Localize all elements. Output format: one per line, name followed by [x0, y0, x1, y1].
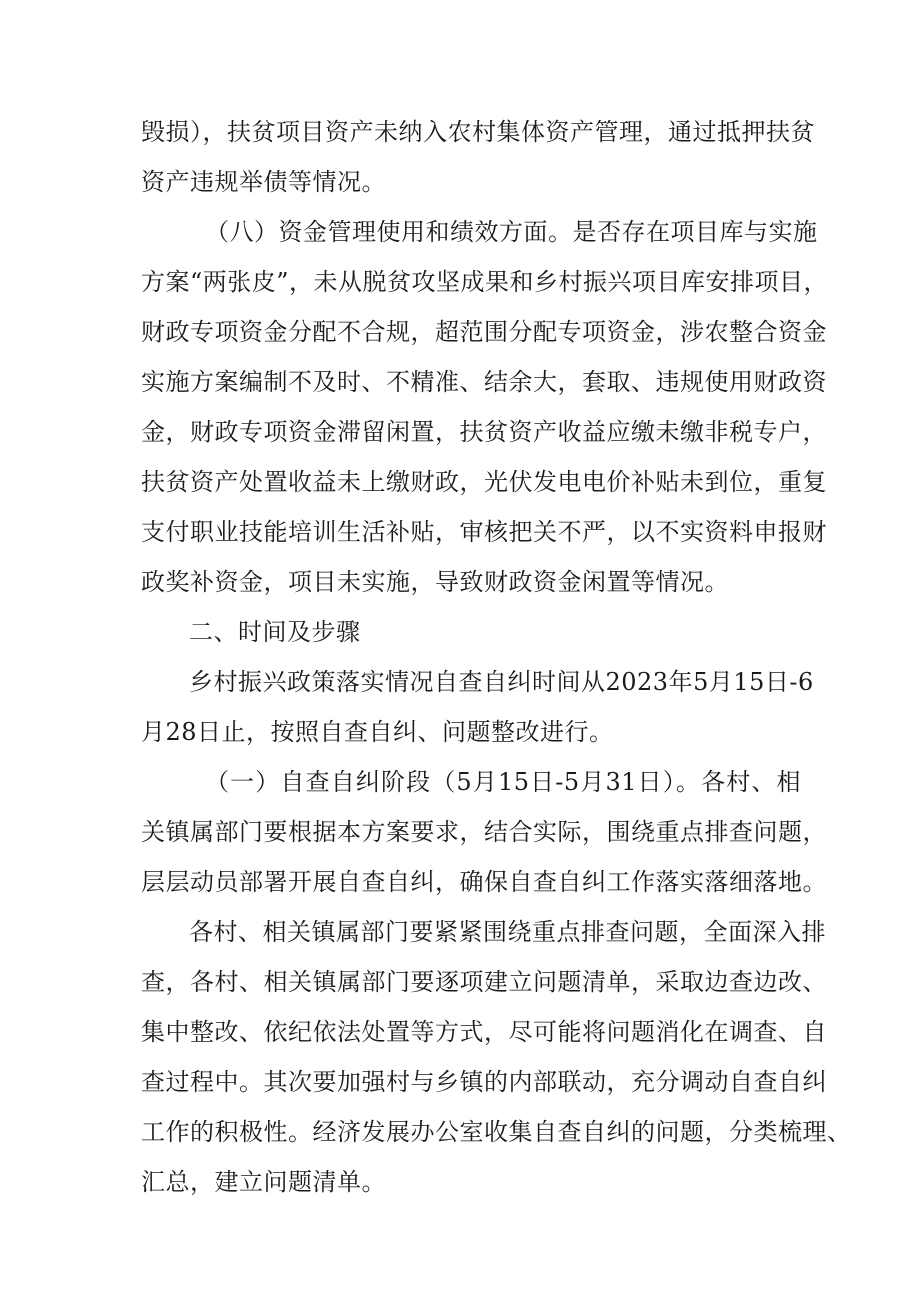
text-line: 实施方案编制不及时、不精准、结余大，套取、违规使用财政资	[141, 368, 827, 396]
text-line: （一）自查自纠阶段（5月15日-5月31日）。各村、相	[205, 768, 801, 796]
text-line: 金，财政专项资金滞留闲置，扶贫资产收益应缴未缴非税专户，	[141, 418, 827, 446]
text-line: 关镇属部门要根据本方案要求，结合实际，围绕重点排查问题，	[141, 818, 827, 846]
text-line: 毁损），扶贫项目资产未纳入农村集体资产管理，通过抵押扶贫	[141, 118, 815, 146]
text-line: （八）资金管理使用和绩效方面。是否存在项目库与实施	[205, 218, 818, 246]
text-line: 查过程中。其次要加强村与乡镇的内部联动，充分调动自查自纠	[141, 1068, 827, 1096]
text-line: 月28日止，按照自查自纠、问题整改进行。	[141, 718, 614, 746]
text-line: 集中整改、依纪依法处置等方式，尽可能将问题消化在调查、自	[141, 1018, 827, 1046]
text-line: 扶贫资产处置收益未上缴财政，光伏发电电价补贴未到位，重复	[141, 468, 827, 496]
text-line: 各村、相关镇属部门要紧紧围绕重点排查问题，全面深入排	[189, 918, 826, 946]
text-line: 政奖补资金，项目未实施，导致财政资金闲置等情况。	[141, 568, 729, 596]
text-line: 财政专项资金分配不合规，超范围分配专项资金，涉农整合资金	[141, 318, 827, 346]
text-line: 层层动员部署开展自查自纠，确保自查自纠工作落实落细落地。	[141, 868, 827, 896]
section-heading: 二、时间及步骤	[189, 618, 361, 646]
text-line: 方案“两张皮”，未从脱贫攻坚成果和乡村振兴项目库安排项目，	[141, 268, 829, 296]
text-line: 工作的积极性。经济发展办公室收集自查自纠的问题，分类梳理、	[141, 1118, 852, 1146]
text-line: 支付职业技能培训生活补贴，审核把关不严，以不实资料申报财	[141, 518, 827, 546]
text-line: 查，各村、相关镇属部门要逐项建立问题清单，采取边查边改、	[141, 968, 827, 996]
text-line: 资产违规举债等情况。	[141, 168, 386, 196]
text-line: 乡村振兴政策落实情况自查自纠时间从2023年5月15日-6	[189, 668, 814, 696]
text-line: 汇总，建立问题清单。	[141, 1168, 386, 1196]
